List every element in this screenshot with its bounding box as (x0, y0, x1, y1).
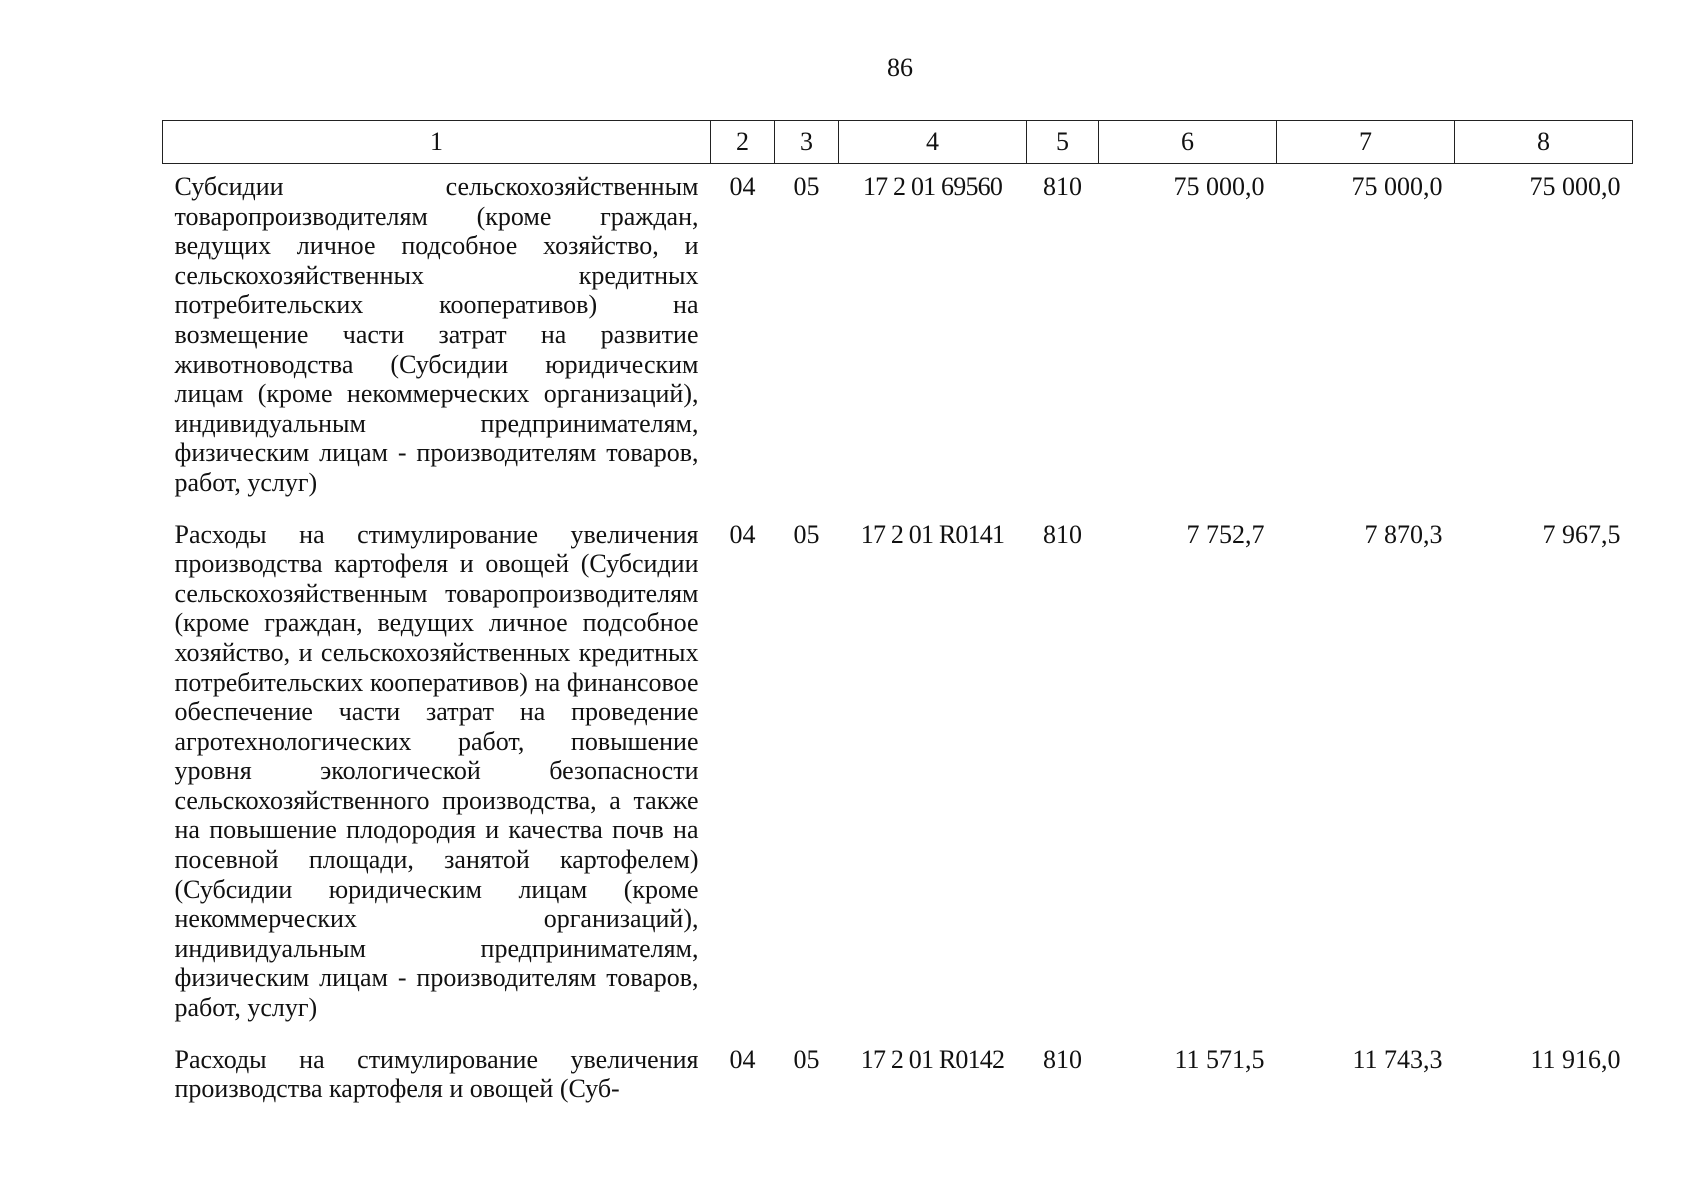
row-expense-type: 810 (1043, 1044, 1082, 1074)
row-amount-col8: 75 000,0 (1529, 172, 1621, 201)
table-row (163, 1037, 1633, 1104)
row-amount-col6: 75 000,0 (1173, 172, 1265, 201)
column-header-7: 7 (1277, 121, 1455, 164)
row-description: Расходы на стимулирование увеличения производства картофеля и овощей (Субсидии сельскохозяйственным товаропроизводителям (кроме граждан, ведущих личное подсобное хозяйство, и сельскохозяйственных кредитных потребительских кооперативов) на финансовое обеспечение части затрат на проведение агротехнологических работ, повышение уровня экологической безопасности сельскохозяйственного производства, а также на повышение плодородия и качества почв на посевной площади, занятой картофелем) (Субсидии юридическим лицам (кроме некоммерческих организаций), индивидуальным предпринимателям, физическим лицам - производителям товаров, работ, услуг) (174, 519, 699, 1023)
row-amount-col7: 75 000,0 (1351, 172, 1443, 201)
page-number: 86 (887, 53, 913, 82)
row-section-code: 04 (729, 519, 756, 549)
row-section-code: 04 (729, 1044, 756, 1074)
row-target-article: 17 2 01 R0141 (860, 519, 1005, 549)
column-header-5: 5 (1027, 121, 1099, 164)
row-amount-col7: 7 870,3 (1364, 519, 1443, 549)
row-description: Расходы на стимулирование увеличения производства картофеля и овощей (Суб- (174, 1044, 699, 1104)
row-subsection-code: 05 (793, 172, 820, 201)
row-expense-type: 810 (1043, 519, 1082, 549)
row-amount-col6: 11 571,5 (1174, 1044, 1265, 1074)
column-header-2: 2 (711, 121, 775, 164)
row-subsection-code: 05 (793, 519, 820, 549)
header-row (163, 121, 1633, 164)
row-description: Субсидии сельскохозяйственным товаропроизводителям (кроме граждан, ведущих личное подсобное хозяйство, и сельскохозяйственных кредитных потребительских кооперативов) на возмещение части затрат на развитие животноводства (Субсидии юридическим лицам (кроме некоммерческих организаций), индивидуальным предпринимателям, физическим лицам - производителям товаров, работ, услуг) (174, 172, 699, 497)
row-target-article: 17 2 01 69560 (862, 172, 1003, 201)
row-amount-col6: 7 752,7 (1186, 519, 1265, 549)
row-target-article: 17 2 01 R0142 (860, 1044, 1005, 1074)
row-amount-col7: 11 743,3 (1352, 1044, 1443, 1074)
table-row (163, 164, 1633, 512)
row-subsection-code: 05 (793, 1044, 820, 1074)
column-header-3: 3 (775, 121, 839, 164)
table-row (163, 512, 1633, 1037)
column-header-8: 8 (1455, 121, 1633, 164)
column-header-4: 4 (839, 121, 1027, 164)
column-header-1: 1 (163, 121, 711, 164)
row-amount-col8: 11 916,0 (1530, 1044, 1621, 1074)
row-expense-type: 810 (1043, 172, 1082, 201)
column-header-6: 6 (1099, 121, 1277, 164)
row-amount-col8: 7 967,5 (1542, 519, 1621, 549)
budget-table (162, 120, 1633, 1104)
row-section-code: 04 (729, 172, 756, 201)
